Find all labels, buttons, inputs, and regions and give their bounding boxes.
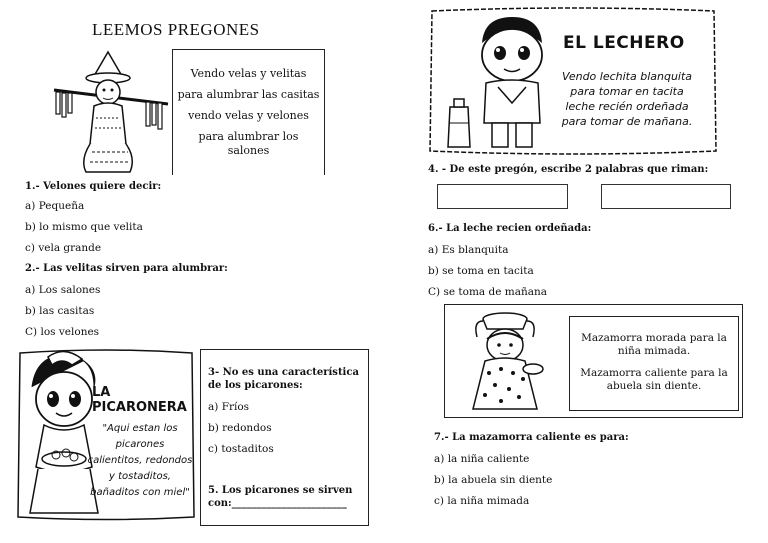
- q2-option-a: a) Los salones: [25, 284, 101, 296]
- lechero-text: [544, 69, 710, 129]
- mazamorra-text-box: [569, 316, 739, 411]
- pregon-line-3: vendo velas y velones: [188, 109, 309, 122]
- question-2: 2.- Las velitas sirven para alumbrar:: [25, 263, 228, 274]
- question-6: 6.- La leche recien ordeñada:: [428, 223, 592, 234]
- question-5-line-2: con:_______________________: [208, 498, 347, 509]
- q2-option-b: b) las casitas: [25, 305, 95, 317]
- lechero-title: EL LECHERO: [563, 33, 685, 53]
- pregon-line-2: para alumbrar las casitas: [177, 88, 320, 101]
- picaronera-line-1: "Aqui estan los picarones: [102, 423, 178, 450]
- q7-option-a: a) la niña caliente: [434, 453, 530, 465]
- q6-option-b: b) se toma en tacita: [428, 265, 534, 277]
- rhyme-answer-field-2[interactable]: [601, 184, 731, 209]
- lechero-card: [428, 7, 718, 155]
- q7-option-b: b) la abuela sin diente: [434, 474, 553, 486]
- picaronera-card: [14, 347, 198, 522]
- q7-option-c: c) la niña mimada: [434, 495, 530, 507]
- q1-option-c: c) vela grande: [25, 242, 102, 254]
- rhyme-answer-field-1[interactable]: [437, 184, 568, 209]
- q3-option-a: a) Fríos: [208, 401, 250, 413]
- q1-option-a: a) Pequeña: [25, 200, 85, 212]
- picaronera-line-3: y tostaditos,: [109, 471, 171, 482]
- mazamorra-box: [444, 304, 743, 418]
- picaronera-line-2: calientitos, redondos: [87, 455, 193, 466]
- mazamorra-vendor-illustration: [453, 309, 563, 413]
- mazamorra-line-1: Mazamorra morada para la niña mimada.: [581, 332, 727, 357]
- question-5-line-1: 5. Los picarones se sirven: [208, 485, 353, 496]
- question-4: 4. - De este pregón, escribe 2 palabras que riman:: [428, 164, 709, 175]
- pregon-box: [172, 49, 325, 175]
- q2-option-c: C) los velones: [25, 326, 100, 338]
- lechero-line-3: leche recién ordeñada: [565, 100, 689, 113]
- question-3-line-2: de los picarones:: [208, 380, 303, 391]
- lechero-line-2: para tomar en tacita: [570, 85, 684, 98]
- q6-option-c: C) se toma de mañana: [428, 286, 548, 298]
- q1-option-b: b) lo mismo que velita: [25, 221, 143, 233]
- picaronera-line-4: bañaditos con miel": [90, 487, 190, 498]
- candle-vendor-illustration: [50, 48, 172, 176]
- lechero-line-1: Vendo lechita blanquita: [561, 70, 693, 83]
- q3-option-c: c) tostaditos: [208, 443, 274, 455]
- q3-option-b: b) redondos: [208, 422, 272, 434]
- question-3-5-box: [200, 349, 369, 526]
- mazamorra-line-2: Mazamorra caliente para la abuela sin diente.: [580, 367, 728, 392]
- lechero-line-4: para tomar de mañana.: [561, 115, 693, 128]
- q6-option-a: a) Es blanquita: [428, 244, 509, 256]
- pregon-line-4: para alumbrar los salones: [198, 130, 299, 157]
- question-1: 1.- Velones quiere decir:: [25, 181, 162, 192]
- question-7: 7.- La mazamorra caliente es para:: [434, 432, 629, 443]
- picaronera-text: [82, 421, 198, 501]
- pregon-line-1: Vendo velas y velitas: [190, 67, 307, 80]
- question-3-line-1: 3- No es una característica: [208, 367, 359, 378]
- picaronera-title: LA PICARONERA: [92, 385, 187, 415]
- page-title: LEEMOS PREGONES: [92, 20, 260, 39]
